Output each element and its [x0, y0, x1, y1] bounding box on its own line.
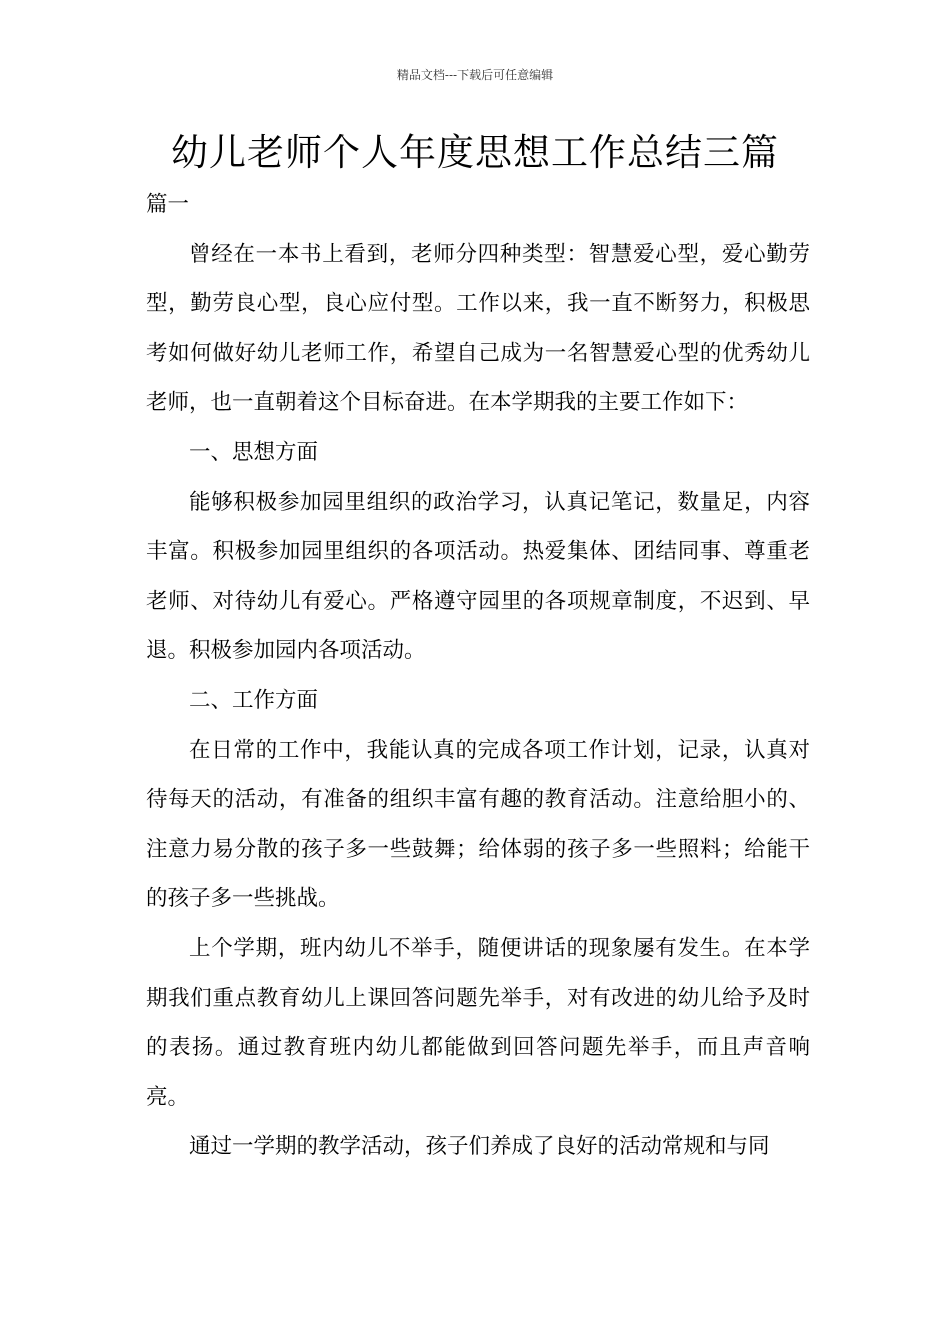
document-title: 幼儿老师个人年度思想工作总结三篇: [171, 131, 779, 174]
paragraph-intro: 曾经在一本书上看到，老师分四种类型：智慧爱心型，爱心勤劳型，勤劳良心型，良心应付型。工作以来，我一直不断努力，积极思考如何做好幼儿老师工作，希望自己成为一名智慧爱心型的优秀幼儿老师，也一直朝着这个目标奋进。在本学期我的主要工作如下：: [146, 241, 810, 416]
section-label: 篇一: [146, 192, 190, 217]
paragraph-work-semester: 通过一学期的教学活动，孩子们养成了良好的活动常规和与同: [189, 1134, 770, 1160]
document-body: [146, 180, 810, 1172]
heading-work: 二、工作方面: [189, 687, 319, 713]
header-note: 精品文档---下载后可任意编辑: [396, 68, 554, 82]
paragraph-ideology: 能够积极参加园里组织的政治学习，认真记笔记，数量足，内容丰富。积极参加园里组织的各项活动。热爱集体、团结同事、尊重老老师、对待幼儿有爱心。严格遵守园里的各项规章制度，不迟到、早退。积极参加园内各项活动。: [146, 489, 810, 664]
heading-ideology: 一、思想方面: [189, 439, 319, 465]
paragraph-work-daily: 在日常的工作中，我能认真的完成各项工作计划，记录，认真对待每天的活动，有准备的组织丰富有趣的教育活动。注意给胆小的、注意力易分散的孩子多一些鼓舞；给体弱的孩子多一些照料；给能干的孩子多一些挑战。: [146, 737, 810, 912]
paragraph-work-hands: 上个学期，班内幼儿不举手，随便讲话的现象屡有发生。在本学期我们重点教育幼儿上课回答问题先举手，对有改进的幼儿给予及时的表扬。通过教育班内幼儿都能做到回答问题先举手，而且声音响亮。: [146, 935, 810, 1110]
